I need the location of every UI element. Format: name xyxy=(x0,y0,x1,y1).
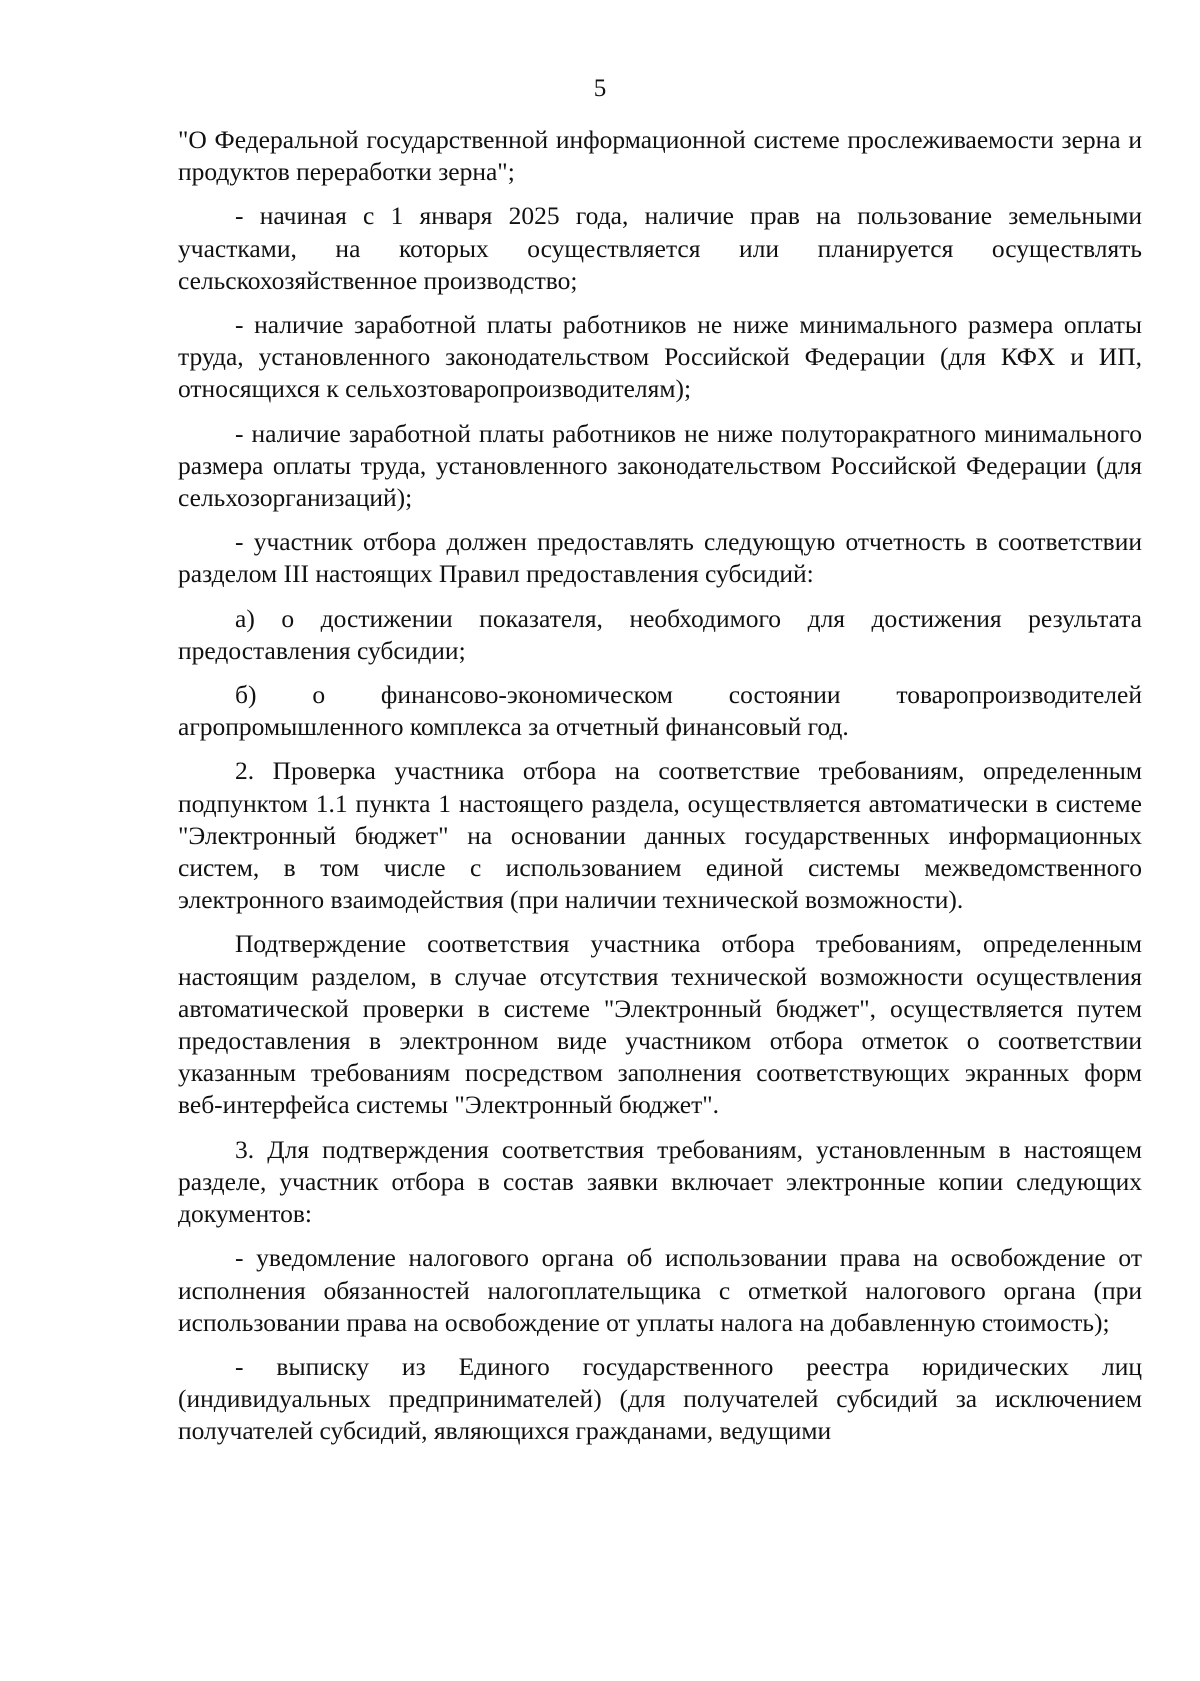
paragraph-minimum-wage-organizations: - наличие заработной платы работников не ниже полуторакратного минимального размера оплаты труда, установленного законодательством Российской Федерации (для сельхозорганизаций); xyxy=(178,418,1142,513)
paragraph-land-rights: - начиная с 1 января 2025 года, наличие прав на пользование земельными участками, на которых осуществляется или планируется осуществлять сельскохозяйственное производство; xyxy=(178,201,1142,295)
paragraph-section-3: 3. Для подтверждения соответствия требованиям, установленным в настоящем разделе, участник отбора в состав заявки включает электронные копии следующих документов: xyxy=(178,1134,1142,1229)
page-number: 5 xyxy=(593,75,607,102)
document-body xyxy=(178,124,1142,1448)
paragraph-item-b: б) о финансово-экономическом состоянии товаропроизводителей агропромышленного комплекса за отчетный финансовый год. xyxy=(178,680,1142,742)
paragraph-section-2: 2. Проверка участника отбора на соответствие требованиям, определенным подпунктом 1.1 пункта 1 настоящего раздела, осуществляется автоматически в системе "Электронный бюджет" на основании данных государственных информационных систем, в том числе с использованием единой системы межведомственного электронного взаимодействия (при наличии технической возможности). xyxy=(178,756,1142,915)
paragraph-confirmation: Подтверждение соответствия участника отбора требованиям, определенным настоящим разделом, в случае отсутствия технической возможности осуществления автоматической проверки в системе "Электронный бюджет", осуществляется путем предоставления в электронном виде участником отбора отметок о соответствии указанным требованиям посредством заполнения соответствующих экранных форм веб-интерфейса системы "Электронный бюджет". xyxy=(178,929,1142,1120)
paragraph-reporting: - участник отбора должен предоставлять следующую отчетность в соответствии разделом III настоящих Правил предоставления субсидий: xyxy=(178,527,1142,589)
paragraph-minimum-wage-kfh: - наличие заработной платы работников не ниже минимального размера оплаты труда, установленного законодательством Российской Федерации (для КФХ и ИП, относящихся к сельхозтоваропроизводителям); xyxy=(178,310,1142,404)
paragraph-item-a: а) о достижении показателя, необходимого для достижения результата предоставления субсидии; xyxy=(178,603,1142,665)
paragraph-tax-notice: - уведомление налогового органа об использовании права на освобождение от исполнения обязанностей налогоплательщика с отметкой налогового органа (при использовании права на освобождение от уплаты налога на добавленную стоимость); xyxy=(178,1243,1142,1337)
paragraph-registry-extract: - выписку из Единого государственного реестра юридических лиц (индивидуальных предпринимателей) (для получателей субсидий за исключением получателей субсидий, являющихся гражданами, ведущими xyxy=(178,1351,1142,1446)
paragraph-continuation: "О Федеральной государственной информационной системе прослеживаемости зерна и продуктов переработки зерна"; xyxy=(178,125,1142,187)
